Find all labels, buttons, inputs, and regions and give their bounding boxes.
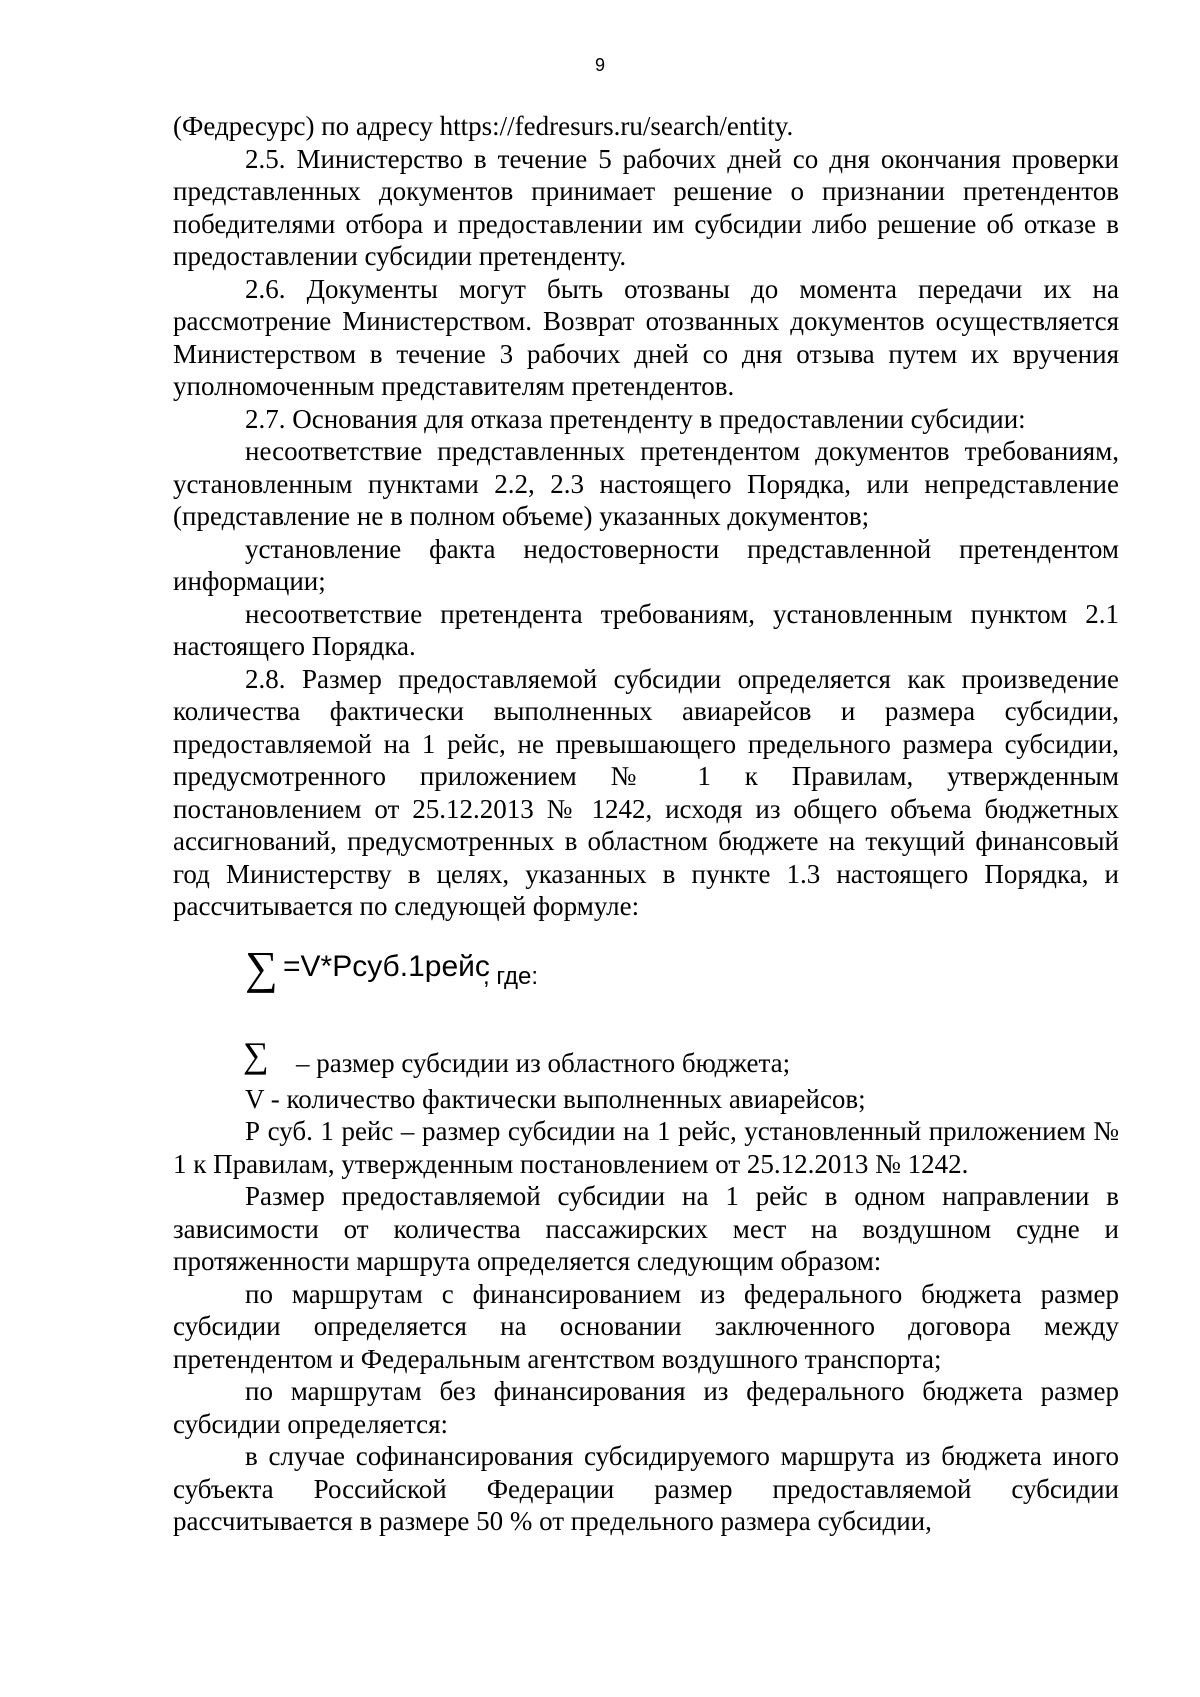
sum-symbol: ∑ bbox=[245, 941, 278, 993]
paragraph: в случае софинансирования субсидируемого маршрута из бюджета иного субъекта Российской Федерации размер предоставляемой субсидии рассчитывается в размере 50 % от предельного размера субсидии, bbox=[173, 1441, 1119, 1536]
page-number: 9 bbox=[594, 55, 605, 75]
document-body bbox=[173, 110, 1119, 1538]
paragraph: по маршрутам с финансированием из федерального бюджета размер субсидии определяется на основании заключенного договора между претендентом и Федеральным агентством воздушного транспорта; bbox=[173, 1278, 1119, 1374]
paragraph: несоответствие представленных претендентом документов требованиям, установленным пунктами 2.2, 2.3 настоящего Порядка, или непредставление (представление не в полном объеме) указанных документов; bbox=[173, 436, 1119, 531]
paragraph: 2.5. Министерство в течение 5 рабочих дней со дня окончания проверки представленных документов принимает решение о признании претендентов победителями отбора и предоставлении им субсидии либо решение об отказе в предоставлении субсидии претенденту. bbox=[173, 143, 1119, 271]
paragraph: V - количество фактически выполненных авиарейсов; bbox=[245, 1083, 866, 1114]
paragraph: (Федресурс) по адресу https://fedresurs.ru/search/entity. bbox=[173, 111, 794, 141]
sigma-definition bbox=[173, 1034, 1119, 1083]
formula bbox=[173, 923, 1119, 1045]
paragraph: установление факта недостоверности представленной претендентом информации; bbox=[173, 533, 1119, 596]
paragraph: Р суб. 1 рейс – размер субсидии на 1 рейс, установленный приложением № 1 к Правилам, утвержденным постановлением от 25.12.2013 № 1242. bbox=[173, 1116, 1119, 1179]
paragraph: 2.7. Основания для отказа претенденту в предоставлении субсидии: bbox=[245, 403, 1026, 434]
sum-symbol: ∑ bbox=[243, 1034, 269, 1075]
paragraph: Размер предоставляемой субсидии на 1 рейс в одном направлении в зависимости от количества пассажирских мест на воздушном судне и протяженности маршрута определяется следующим образом: bbox=[173, 1181, 1119, 1276]
paragraph: несоответствие претендента требованиям, установленным пунктом 2.1 настоящего Порядка. bbox=[173, 598, 1119, 661]
formula-where: , где: bbox=[483, 962, 539, 990]
paragraph: 2.8. Размер предоставляемой субсидии определяется как произведение количества фактически выполненных авиарейсов и размера субсидии, предоставляемой на 1 рейс, не превышающего предельного размера субсидии, предусмотренного приложением № 1 к Правилам, утвержденным постановлением от 25.12.2013 № 1242, исходя из общего объема бюджетных ассигнований, предусмотренных в областном бюджете на текущий финансовый год Министерству в целях, указанных в пункте 1.3 настоящего Порядка, и рассчитывается по следующей формуле: bbox=[173, 663, 1119, 921]
paragraph: по маршрутам без финансирования из федерального бюджета размер субсидии определяется: bbox=[173, 1376, 1119, 1439]
sigma-definition-text: – размер субсидии из областного бюджета; bbox=[296, 1047, 791, 1078]
formula-expression: =V*Рсуб.1рейс bbox=[283, 949, 490, 983]
paragraph: 2.6. Документы могут быть отозваны до момента передачи их на рассмотрение Министерством. Возврат отозванных документов осуществляется Министерством в течение 3 рабочих дней со дня отзыва путем их вручения уполномоченным представителям претендентов. bbox=[173, 273, 1119, 401]
